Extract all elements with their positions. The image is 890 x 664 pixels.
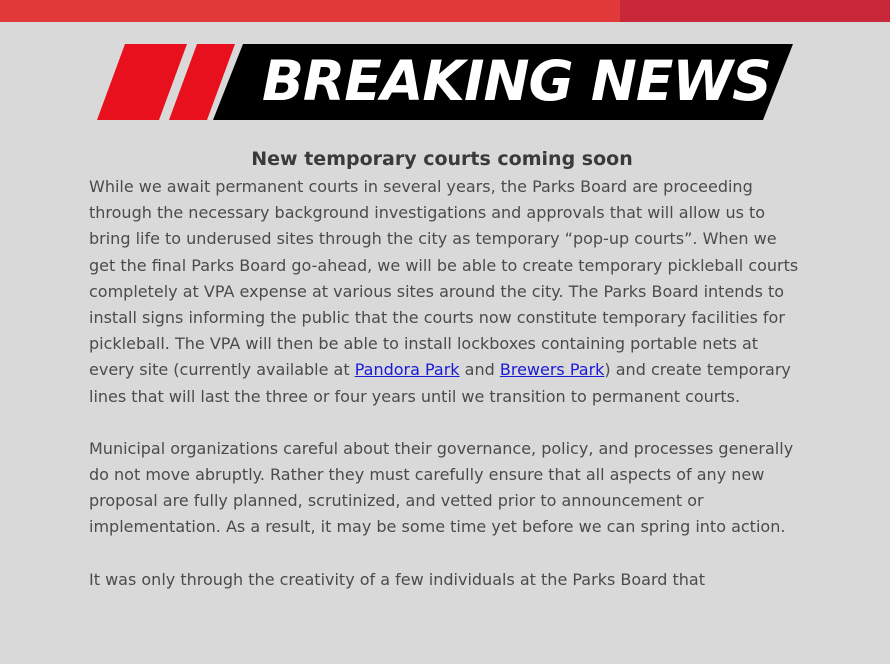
article-paragraph-2: Municipal organizations careful about their governance, policy, and processes generally do not move abruptly. Rather they must carefully ensure that all aspects of any new proposal are fully planned, scrutinized, and vetted prior to announcement or implementation. As a result, it may be some time yet before we can spring into action. <box>89 438 794 537</box>
paragraph-1-text-and: and <box>459 360 500 380</box>
top-bar-red-segment <box>0 0 620 22</box>
top-color-bar <box>0 0 890 22</box>
pandora-park-link[interactable]: Pandora Park <box>354 360 460 380</box>
paragraph-1-text-start: While we await permanent courts in several years, the Parks Board are proceeding through the necessary background investigations and approvals that will allow us to bring life to underused sites through the city as temporary “pop-up courts”. When we get the final Parks Board go-ahead, we will be able to create temporary pickleball courts completely at VPA expense at various sites around the city. The Parks Board intends to install signs informing the public that the courts now constitute temporary facilities for pickleball. The VPA will then be able to install lockboxes containing portable nets at every site (currently available at <box>89 177 799 380</box>
article-headline: New temporary courts coming soon <box>251 148 633 170</box>
brewers-park-link[interactable]: Brewers Park <box>499 360 605 380</box>
article-paragraph-1 <box>89 174 801 410</box>
banner-title: BREAKING NEWS <box>262 49 771 113</box>
article-body <box>89 174 801 619</box>
top-bar-crimson-segment <box>620 0 890 22</box>
paragraph-1-text-end: ) and create temporary lines that will last the three or four years until we transition to permanent courts. <box>89 360 791 406</box>
article-paragraph-3: It was only through the creativity of a few individuals at the Parks Board that <box>89 569 705 589</box>
